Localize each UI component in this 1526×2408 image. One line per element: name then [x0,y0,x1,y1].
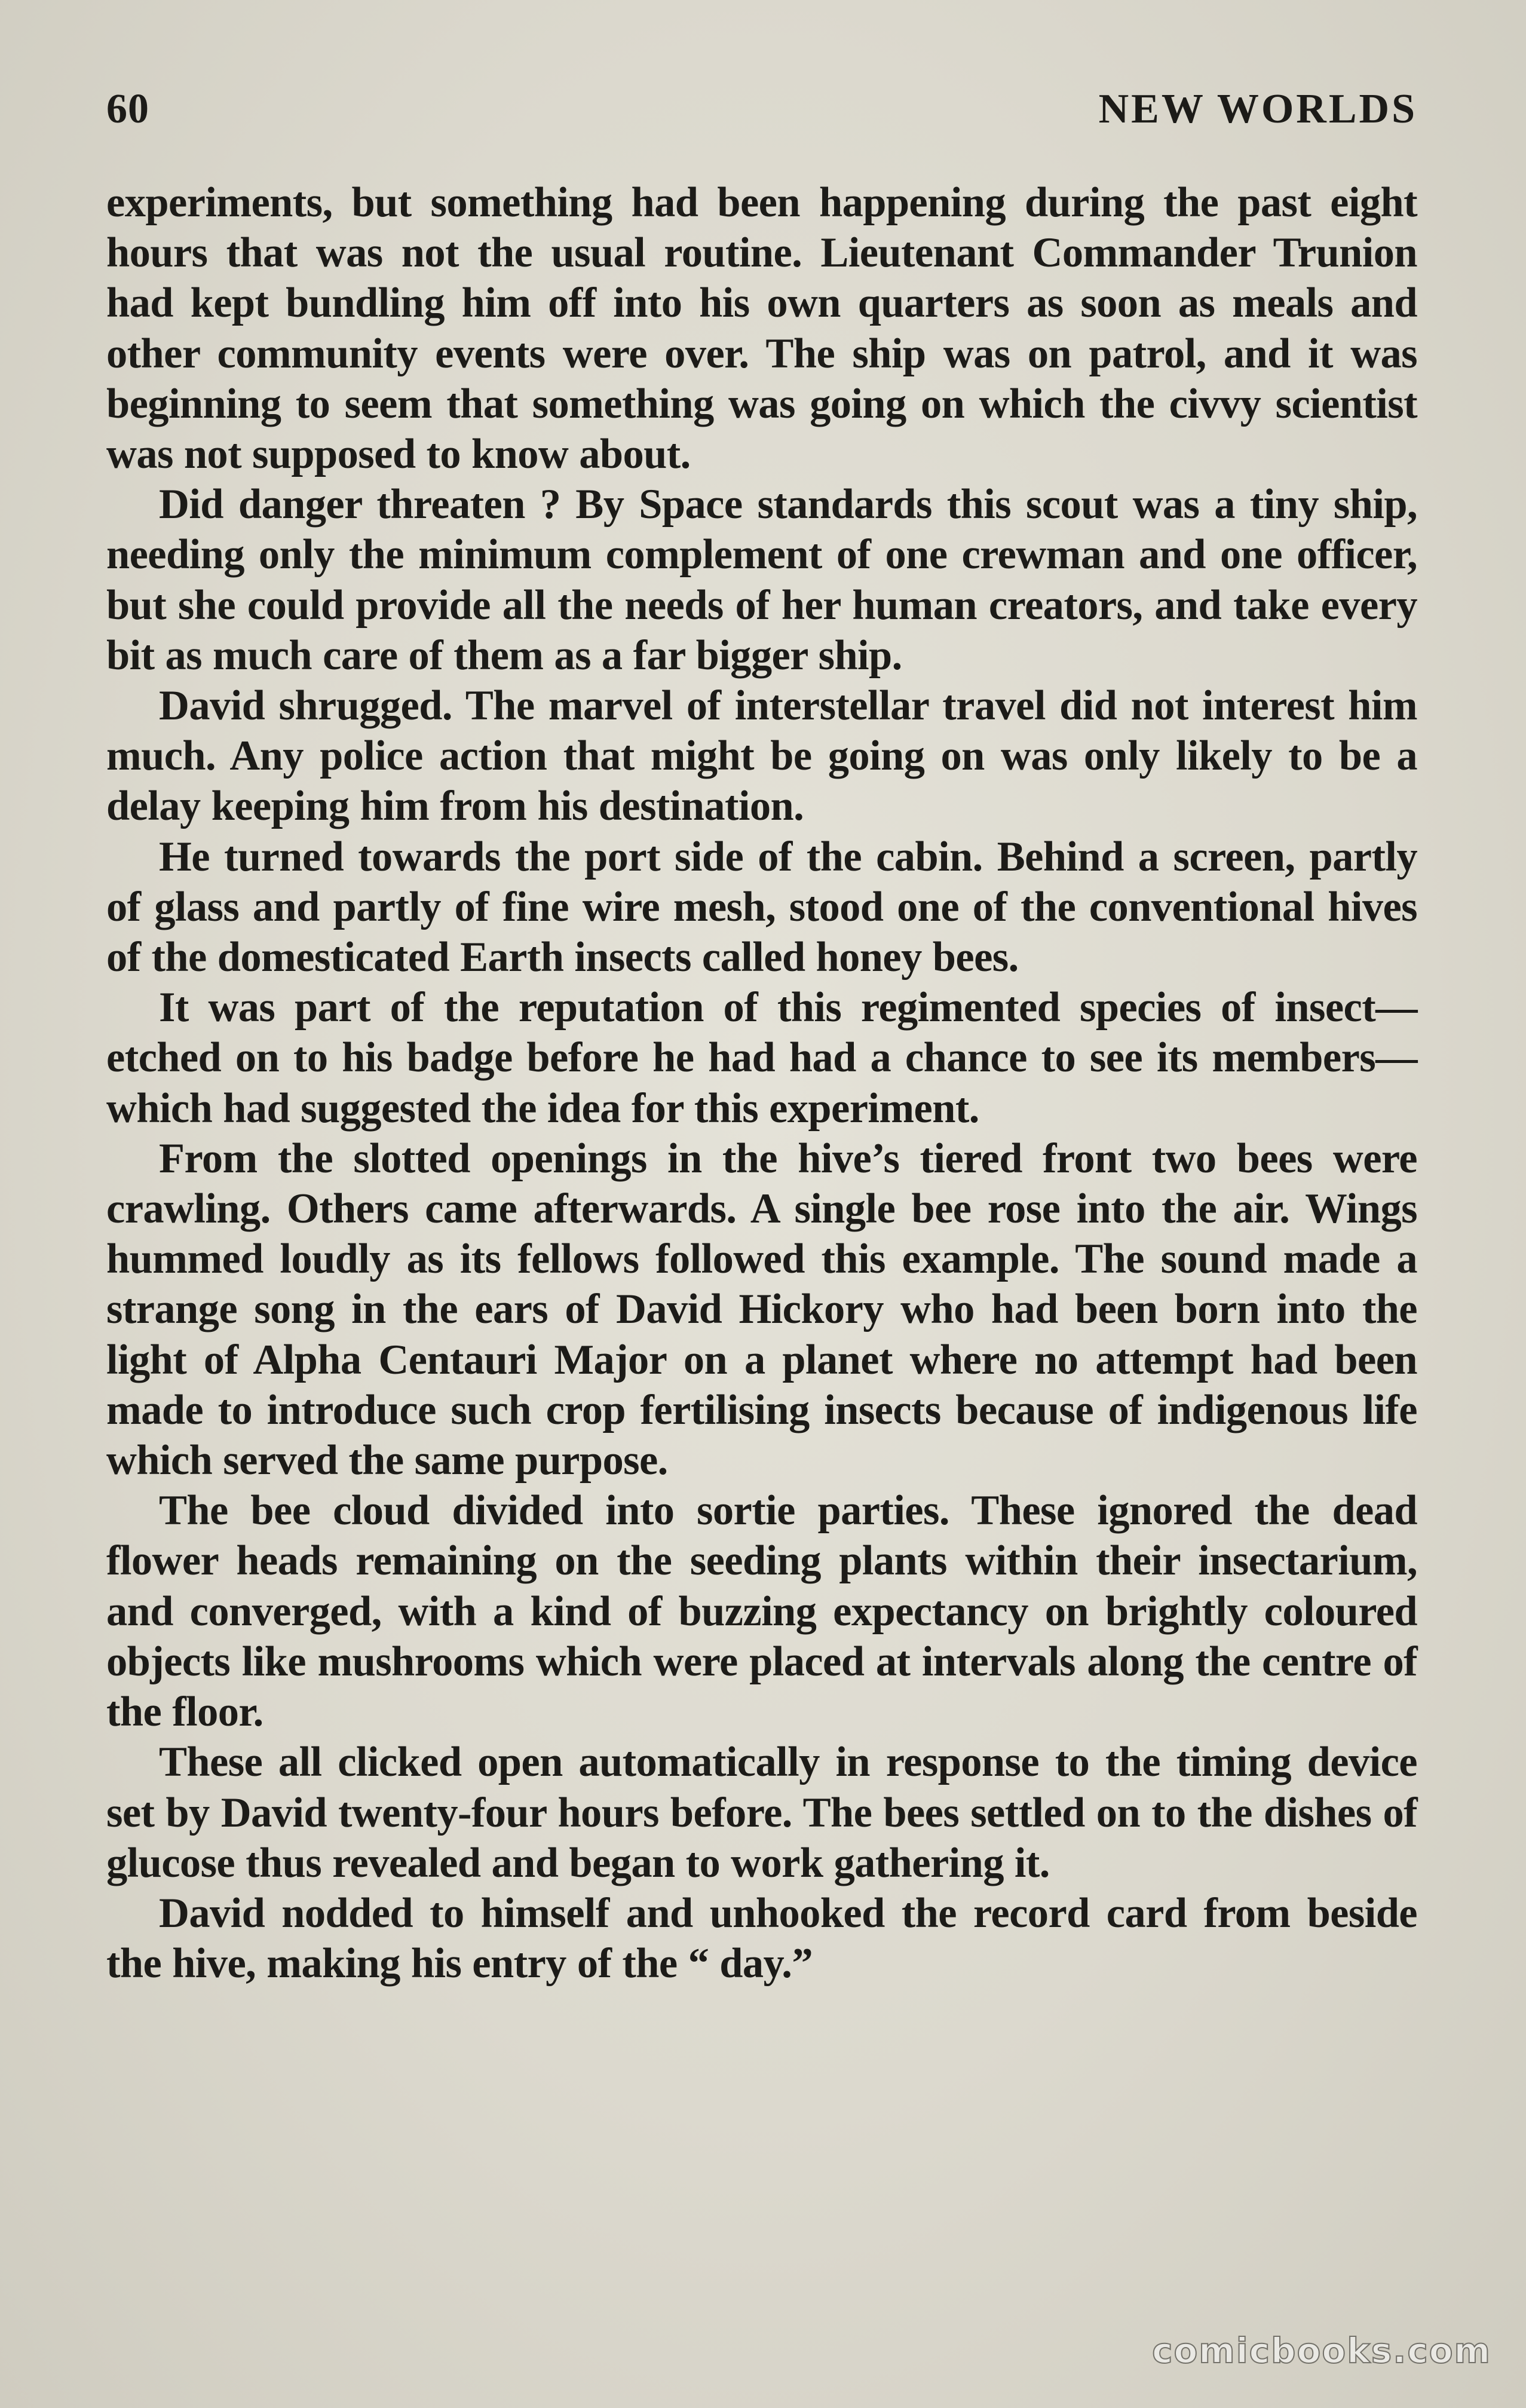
paragraph-9: David nodded to himself and unhooked the record card from beside the hive, making his entry of the “ day.” [106,1889,1417,1987]
paragraph-4: He turned towards the port side of the cabin. Behind a screen, partly of glass and partly of fine wire mesh, stood one of the conventional hives of the domesticated Earth insects called honey bees. [106,833,1417,981]
paragraph-3: David shrugged. The marvel of interstellar travel did not interest him much. Any police action that might be going on was only likely to be a delay keeping him from his destination. [106,682,1417,830]
paragraph-8: These all clicked open automatically in response to the timing device set by David twenty-four hours before. The bees settled on to the dishes of glucose thus revealed and began to work gathering it. [106,1739,1417,1886]
paragraph-5: It was part of the reputation of this regimented species of insect—etched on to his badge before he had had a chance to see its members—which had suggested the idea for this experiment. [106,984,1417,1132]
journal-title: NEW WORLDS [1098,86,1417,132]
running-head [106,82,1417,136]
paragraph-6: From the slotted openings in the hive’s tiered front two bees were crawling. Others came afterwards. A single bee rose into the air. Wings hummed loudly as its fellows followed this example. The sound made a strange song in the ears of David Hickory who had been born into the light of Alpha Centauri Major on a planet where no attempt had been made to introduce such crop fertilising insects because of indigenous life which served the same purpose. [106,1135,1417,1484]
watermark: comicbooks.com [1152,2330,1491,2371]
story-text [106,177,1417,1989]
page-number: 60 [106,86,149,132]
paragraph-2: Did danger threaten ? By Space standards this scout was a tiny ship, needing only the minimum complement of one crewman and one officer, but she could provide all the needs of her human creators, and take every bit as much care of them as a far bigger ship. [106,481,1417,679]
paragraph-7: The bee cloud divided into sortie parties. These ignored the dead flower heads remaining on the seeding plants within their insectarium, and converged, with a kind of buzzing expectancy on brightly coloured objects like mushrooms which were placed at intervals along the centre of the floor. [106,1487,1417,1736]
paragraph-1: experiments, but something had been happening during the past eight hours that was not the usual routine. Lieutenant Commander Trunion had kept bundling him off into his own quarters as soon as meals and other community events were over. The ship was on patrol, and it was beginning to seem that something was going on which the civvy scientist was not supposed to know about. [106,179,1417,478]
